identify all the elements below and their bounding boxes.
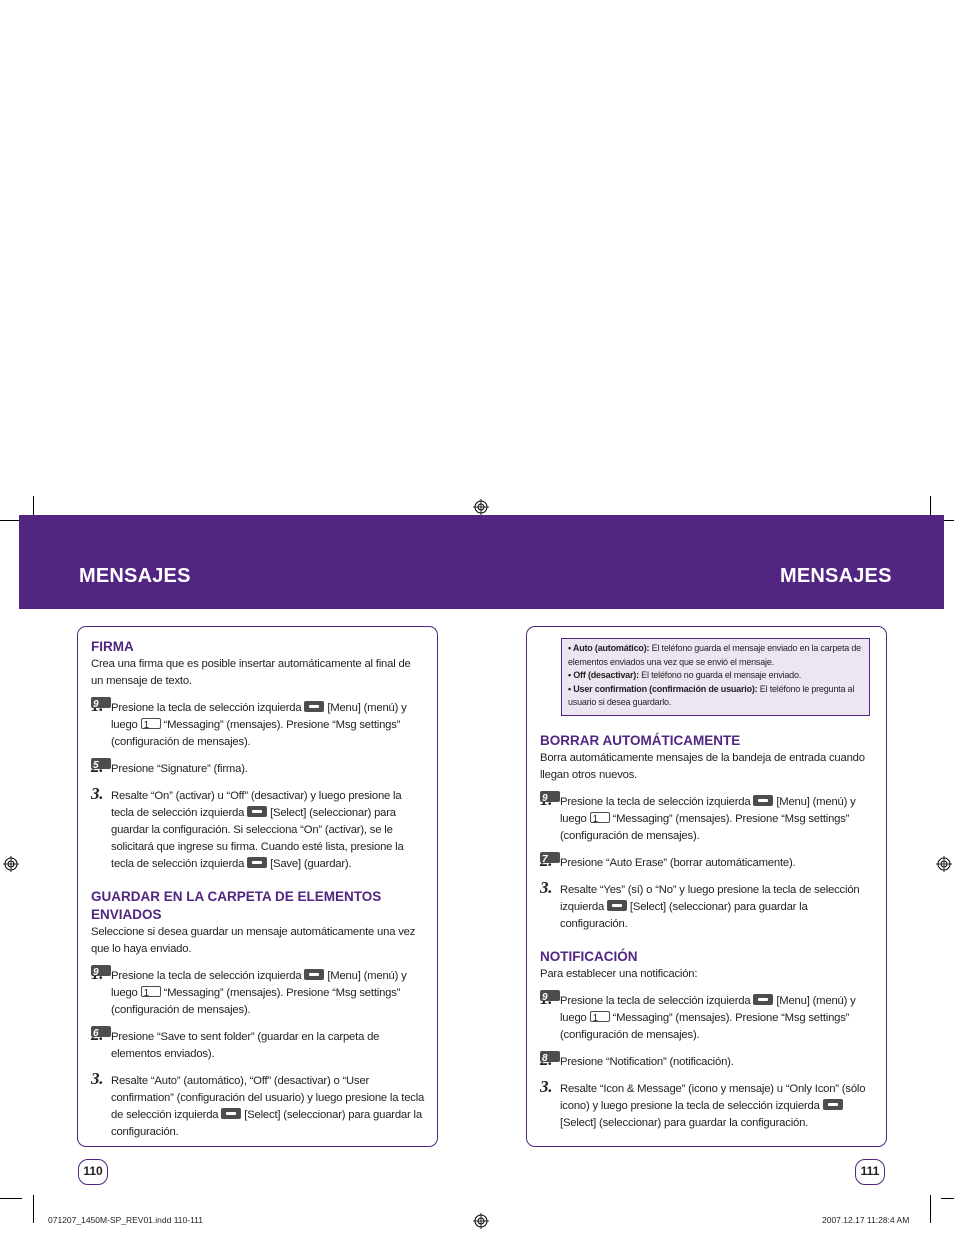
crop-mark <box>941 1198 954 1199</box>
left-softkey-icon <box>247 806 267 817</box>
step-text: [Menu] (menú) y luego <box>111 970 407 999</box>
page-number-right: 111 <box>855 1159 885 1185</box>
messaging-key-icon <box>590 812 610 823</box>
note-label: • Off (desactivar): <box>568 670 639 680</box>
nine-key-icon <box>91 965 111 976</box>
five-key-icon <box>91 758 111 769</box>
registration-mark-icon <box>473 499 489 515</box>
step-text: [Select] (seleccionar) para guardar la configuración. <box>111 1109 422 1138</box>
six-key-icon <box>91 1026 111 1037</box>
step-item <box>540 993 874 1044</box>
section-desc-notificacion: Para establecer una notificación: <box>540 968 698 980</box>
left-softkey-icon <box>823 1099 843 1110</box>
left-softkey-icon <box>753 795 773 806</box>
step-text: Resalte “Auto” (automático), “Off” (desactivar) o “User confirmation” (configuración del usuario) y luego presione la tecla de selección izquierda <box>111 1075 425 1121</box>
registration-mark-icon <box>473 1213 489 1229</box>
page-number-left: 110 <box>78 1159 108 1185</box>
nine-key-icon <box>91 697 111 708</box>
footer-file-info: 071207_1450M-SP_REV01.indd 110-111 <box>48 1215 204 1225</box>
section-desc-firma: Crea una firma que es posible insertar automáticamente al final de un mensaje de texto. <box>91 658 411 687</box>
step-item <box>540 878 874 933</box>
left-softkey-icon <box>304 969 324 980</box>
step-item <box>540 1077 874 1132</box>
step-text: [Save] (guardar). <box>267 858 352 870</box>
note-text: El teléfono no guarda el mensaje enviado. <box>638 670 802 680</box>
left-page-title: MENSAJES <box>79 565 191 587</box>
step-text: “Messaging” (mensajes). Presione <box>609 1012 782 1024</box>
step-item <box>91 700 425 751</box>
note-label: • Auto (automático): <box>568 643 650 653</box>
crop-mark <box>33 1195 34 1223</box>
messaging-key-icon <box>590 1011 610 1022</box>
registration-mark-icon <box>3 856 19 872</box>
nine-key-icon <box>540 791 560 802</box>
step-text: “Messaging” (mensajes). Presione <box>609 813 782 825</box>
nine-key-icon <box>540 990 560 1001</box>
left-softkey-icon <box>304 701 324 712</box>
left-softkey-icon <box>607 900 627 911</box>
step-text: Resalte “Yes” (sí) o “No” y luego presione la tecla de selección izquierda <box>560 884 860 913</box>
section-heading-guardar: GUARDAR EN LA CARPETA DE ELEMENTOS ENVIADOS <box>91 889 382 922</box>
step-text: “Signature” (firma). <box>156 763 248 775</box>
step-text: [Menu] (menú) y luego <box>111 702 407 731</box>
crop-mark <box>930 1195 931 1223</box>
section-heading-firma: FIRMA <box>91 639 134 654</box>
messaging-key-icon <box>141 986 161 997</box>
section-desc-guardar: Seleccione si desea guardar un mensaje automáticamente una vez que lo haya enviado. <box>91 926 416 955</box>
note-text: El teléfono le pregunta al usuario si desea guardarlo. <box>568 683 855 707</box>
step-text: [Select] (seleccionar) para guardar la configuración. Si selecciona “On” (activar), se le solicitará que ingrese su firma. Cuando esté lista, presione la tecla de selección izquierda <box>111 807 404 870</box>
messaging-key-icon <box>141 718 161 729</box>
step-text: “Messaging” (mensajes). Presione <box>160 987 333 999</box>
step-text: Presione la tecla de selección izquierda <box>560 995 754 1007</box>
step-number: 3. <box>91 1069 104 1088</box>
options-note-box <box>561 638 870 716</box>
step-text: [Select] (seleccionar) para guardar la configuración. <box>560 1117 809 1129</box>
step-text: “Auto Erase” (borrar automáticamente). <box>605 857 796 869</box>
step-text: Presione la tecla de selección izquierda <box>111 970 305 982</box>
step-text: Presione <box>560 1056 606 1068</box>
crop-mark <box>0 1198 22 1199</box>
step-text: “Msg settings” (configuración de mensajes). <box>111 987 401 1016</box>
section-heading-notificacion: NOTIFICACIÓN <box>540 949 638 964</box>
registration-mark-icon <box>936 856 952 872</box>
step-text: “Notification” (notificación). <box>605 1056 734 1068</box>
note-item <box>568 669 861 683</box>
step-item <box>540 855 874 872</box>
step-item <box>91 761 425 778</box>
left-content <box>91 638 425 1141</box>
footer-timestamp: 2007.12.17 11:28:4 AM <box>822 1215 910 1225</box>
step-text: Presione la tecla de selección izquierda <box>560 796 754 808</box>
step-item <box>540 1054 874 1071</box>
note-item <box>568 683 861 710</box>
step-text: [Menu] (menú) y luego <box>560 796 856 825</box>
step-text: “Msg settings” (configuración de mensajes). <box>560 813 850 842</box>
left-softkey-icon <box>221 1108 241 1119</box>
step-text: Presione <box>111 763 157 775</box>
right-content <box>540 732 874 1132</box>
step-text: Presione <box>560 857 606 869</box>
eight-key-icon <box>540 1051 560 1062</box>
step-number: 3. <box>91 784 104 803</box>
right-page-title: MENSAJES <box>780 565 892 587</box>
step-text: “Msg settings” (configuración de mensajes). <box>560 1012 850 1041</box>
step-text: “Messaging” (mensajes). Presione <box>160 719 333 731</box>
section-heading-borrar: BORRAR AUTOMÁTICAMENTE <box>540 733 741 748</box>
step-text: Presione <box>111 1031 157 1043</box>
step-number: 3. <box>540 1077 553 1096</box>
step-text: [Select] (seleccionar) para guardar la configuración. <box>560 901 808 930</box>
step-text: Presione la tecla de selección izquierda <box>111 702 305 714</box>
step-text: Resalte “Icon & Message” (icono y mensaje) u “Only Icon” (sólo icono) y luego presione la tecla de selección izquierda <box>560 1083 866 1112</box>
step-item <box>91 1069 425 1141</box>
left-softkey-icon <box>753 994 773 1005</box>
step-item <box>540 794 874 845</box>
step-item <box>91 968 425 1019</box>
step-item <box>91 784 425 873</box>
step-item <box>91 1029 425 1063</box>
step-number: 3. <box>540 878 553 897</box>
section-desc-borrar: Borra automáticamente mensajes de la bandeja de entrada cuando llegan otros nuevos. <box>540 752 865 781</box>
step-text: [Menu] (menú) y luego <box>560 995 856 1024</box>
note-label: • User confirmation (confirmación de usuario): <box>568 683 758 694</box>
step-text: “Msg settings” (configuración de mensajes). <box>111 719 401 748</box>
step-text: “Save to sent folder” (guardar en la carpeta de elementos enviados). <box>111 1031 380 1060</box>
note-text: El teléfono guarda el mensaje enviado en la carpeta de elementos enviados una vez que se envió el mensaje. <box>568 643 861 667</box>
seven-key-icon <box>540 852 560 863</box>
note-item <box>568 642 861 669</box>
left-softkey-icon <box>247 857 267 868</box>
step-text: Resalte “On” (activar) u “Off” (desactivar) y luego presione la tecla de selección izquierda <box>111 790 402 819</box>
header-banner <box>19 515 944 609</box>
